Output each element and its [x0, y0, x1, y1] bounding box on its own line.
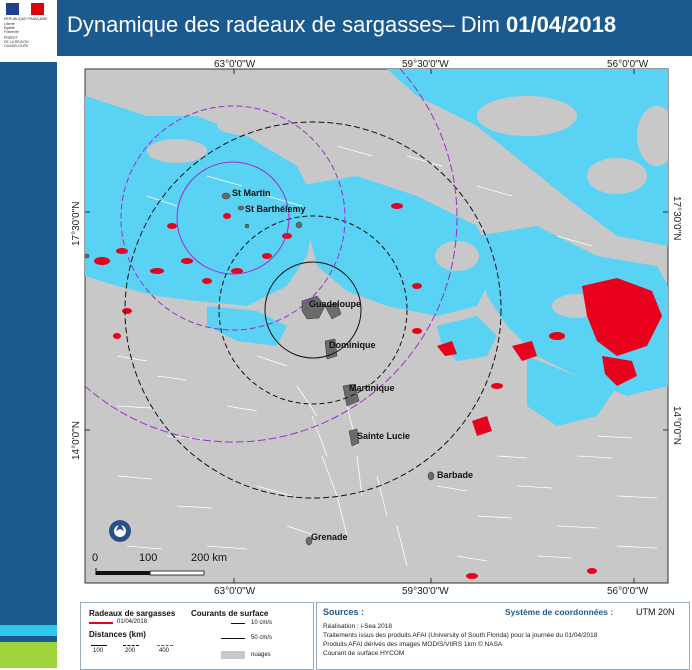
- sources-panel: [316, 602, 690, 670]
- sources-line: Produits AFAI dérivés des images MODIS/VIIRS 1km © NASA: [323, 641, 503, 648]
- legend-sargassum-swatch: [89, 622, 113, 624]
- legend-dist-100: 100: [93, 648, 104, 654]
- scale-label: 0: [92, 552, 99, 564]
- lat-label: 17°30'0"N: [671, 196, 682, 241]
- accent-stripe-cyan: [0, 625, 57, 636]
- logo-text: PRÉFET: [4, 36, 18, 40]
- place-label-grenade: Grenade: [311, 532, 348, 542]
- legend-distances-title: Distances (km): [89, 630, 146, 639]
- place-label-barbade: Barbade: [437, 470, 474, 480]
- place-label-st-martin: St Martin: [232, 188, 271, 198]
- legend-dist-100-line: [91, 645, 107, 646]
- legend-dist-200: 200: [125, 648, 136, 654]
- place-label-martinique: Martinique: [349, 383, 395, 393]
- lon-label: 56°0'0"W: [607, 586, 649, 597]
- map-legend: [80, 602, 314, 670]
- logo-text: RÉPUBLIQUE FRANÇAISE: [4, 17, 48, 21]
- legend-clouds: nuages: [251, 652, 271, 658]
- lat-label: 14°0'0"N: [71, 421, 82, 460]
- lon-label: 59°30'0"W: [402, 586, 449, 597]
- north-arrow-icon: [109, 520, 131, 542]
- coords-label: Système de coordonnées :: [505, 607, 614, 617]
- sources-line: Réalisation : i-Sea 2018: [323, 623, 393, 630]
- scale-label: 100: [139, 552, 158, 564]
- french-flag-icon: [6, 3, 44, 15]
- legend-arrow-50: [221, 638, 245, 639]
- sources-line: Traitements issus des produits AFAI (University of South Florida) pour la journée du 01/04/2018: [323, 632, 598, 639]
- legend-arrow-10: [231, 623, 245, 624]
- sidebar: [0, 0, 57, 668]
- logo-text: DE LA RÉGION: [4, 40, 29, 44]
- lon-label: 63°0'0"W: [214, 586, 256, 597]
- page-title: Dynamique des radeaux de sargasses– Dim 01/04/2018: [67, 12, 617, 37]
- legend-dist-200-line: [123, 645, 139, 646]
- map-canvas[interactable]: [57, 56, 692, 600]
- legend-current-50: 50 cm/s: [251, 635, 273, 641]
- lat-label: 17°30'0"N: [71, 201, 82, 246]
- page-header: [57, 0, 692, 56]
- logo-text: Égalité: [4, 26, 15, 30]
- logo-text: GUADELOUPE: [4, 44, 29, 48]
- legend-dist-400: 400: [159, 648, 170, 654]
- place-label-guadeloupe: Guadeloupe: [309, 299, 362, 309]
- legend-sargassum-title: Radeaux de sargasses: [89, 609, 176, 618]
- legend-currents-title: Courants de surface: [191, 609, 269, 618]
- accent-stripe-green: [0, 642, 57, 668]
- place-label-sainte-lucie: Sainte Lucie: [357, 431, 411, 441]
- legend-dist-400-line: [157, 645, 173, 646]
- lon-label: 59°30'0"W: [402, 59, 449, 70]
- scale-label: 200 km: [191, 552, 228, 564]
- legend-clouds-swatch: [221, 651, 245, 659]
- place-label-dominique: Dominique: [329, 340, 376, 350]
- sources-title: Sources :: [323, 607, 365, 617]
- lon-label: 63°0'0"W: [214, 59, 256, 70]
- logo-text: Fraternité: [4, 30, 19, 34]
- logo-text: Liberté: [4, 22, 15, 26]
- sources-line: Courant de surface HYCOM: [323, 650, 405, 657]
- legend-current-10: 10 cm/s: [251, 620, 273, 626]
- map-panel[interactable]: [57, 56, 692, 600]
- coords-value: UTM 20N: [636, 607, 675, 617]
- legend-sargassum-date: 01/04/2018: [117, 619, 148, 625]
- prefecture-logo: [0, 0, 57, 62]
- lat-label: 14°0'0"N: [671, 406, 682, 445]
- lon-label: 56°0'0"W: [607, 59, 649, 70]
- place-label-st-barthelemy: St Barthélemy: [245, 204, 306, 214]
